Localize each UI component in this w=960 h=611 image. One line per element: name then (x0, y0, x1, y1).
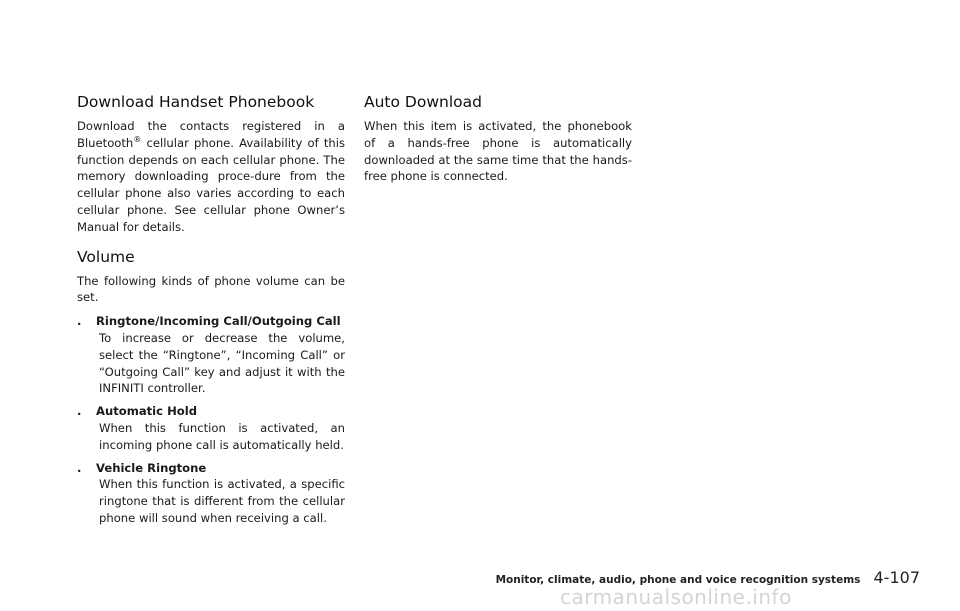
paragraph-text-part1: Download the contacts registered in a Bluetooth (77, 119, 345, 150)
download-handset-phonebook-paragraph (77, 118, 345, 236)
bullet-item (77, 403, 345, 453)
section-heading-auto-download: Auto Download (364, 93, 482, 111)
registered-mark: ® (133, 134, 142, 144)
bullet-heading (77, 403, 345, 420)
left-column (77, 86, 345, 527)
bullet-marker: . (77, 460, 82, 475)
auto-download-paragraph: When this item is activated, the phonebook of a hands-free phone is automatically downloaded at the same time that the hands-free phone is connected. (364, 119, 632, 184)
bullet-title: Automatic Hold (96, 404, 198, 419)
paragraph-text-part2: cellular phone. Availability of this function depends on each cellular phone. The memory downloading proce-dure from the cellular phone also varies according to each cellular phone. See cellular phone Owner’s Manual for details. (77, 135, 345, 234)
bullet-item (77, 460, 345, 527)
section-heading-volume: Volume (77, 247, 135, 266)
bullet-body: When this function is activated, an incoming phone call is automatically held. (99, 420, 345, 452)
bullet-marker: . (77, 314, 82, 329)
watermark: carmanualsonline.info (560, 585, 792, 609)
bullet-body: To increase or decrease the volume, select the “Ringtone”, “Incoming Call” or “Outgoing Call” key and adjust it with the INFINITI controller. (99, 330, 345, 396)
bullet-heading (77, 313, 345, 330)
bullet-title: Ringtone/Incoming Call/Outgoing Call (96, 314, 341, 329)
bullet-heading (77, 460, 345, 477)
bullet-item (77, 313, 345, 397)
chapter-title: Monitor, climate, audio, phone and voice recognition systems (495, 574, 861, 586)
volume-intro-paragraph: The following kinds of phone volume can be set. (77, 273, 345, 305)
bullet-body: When this function is activated, a specific ringtone that is different from the cellular phone will sound when receiving a call. (99, 477, 345, 525)
page-number: 4-107 (873, 568, 920, 587)
bullet-title: Vehicle Ringtone (96, 460, 207, 475)
section-heading-download-handset-phonebook: Download Handset Phonebook (77, 93, 315, 111)
bullet-marker: . (77, 404, 82, 419)
right-column (364, 86, 632, 192)
